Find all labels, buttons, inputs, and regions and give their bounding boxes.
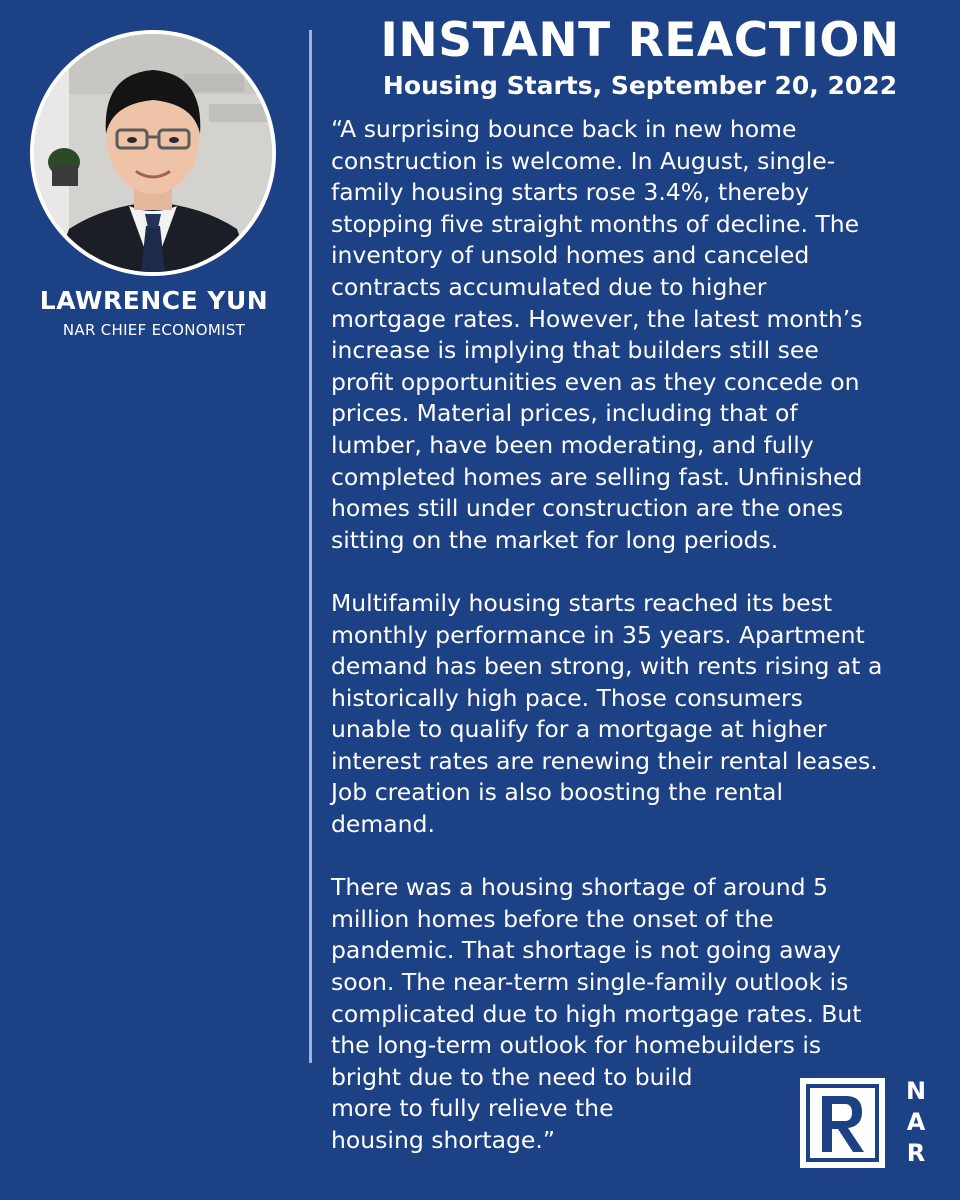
quote-line: completed homes are selling fast. Unfinished: [331, 462, 863, 491]
quote-line: homes still under construction are the ones: [331, 494, 844, 523]
page-title: INSTANT REACTION: [380, 13, 900, 68]
quote-line: Job creation is also boosting the rental: [331, 778, 783, 807]
quote-body: [331, 114, 956, 1157]
quote-paragraph: [331, 588, 956, 841]
quote-line: million homes before the onset of the: [331, 904, 774, 933]
quote-line: soon. The near-term single-family outlook is: [331, 968, 849, 997]
nar-letter: R: [906, 1139, 926, 1167]
quote-line: complicated due to high mortgage rates. But: [331, 999, 862, 1028]
speaker-title: NAR CHIEF ECONOMIST: [62, 321, 246, 339]
quote-line: family housing starts rose 3.4%, thereby: [331, 178, 809, 207]
quote-line: construction is welcome. In August, single-: [331, 146, 836, 175]
quote-line: Multifamily housing starts reached its best: [331, 588, 833, 617]
quote-line: bright due to the need to build: [331, 1062, 693, 1091]
quote-line: lumber, have been moderating, and fully: [331, 430, 814, 459]
quote-line: profit opportunities even as they concede on: [331, 367, 860, 396]
speaker-photo: [30, 30, 276, 276]
quote-line: contracts accumulated due to higher: [331, 272, 767, 301]
quote-line: stopping five straight months of decline. The: [331, 209, 860, 238]
page-subtitle: Housing Starts, September 20, 2022: [382, 71, 898, 100]
nar-letter: N: [905, 1077, 927, 1105]
quote-line: There was a housing shortage of around 5: [331, 873, 829, 902]
quote-line: demand has been strong, with rents rising at a: [331, 652, 883, 681]
speaker-panel: [0, 0, 305, 1200]
quote-line: sitting on the market for long periods.: [331, 525, 779, 554]
speaker-name: LAWRENCE YUN: [39, 286, 269, 315]
nar-letter: A: [906, 1108, 926, 1136]
quote-paragraph: [331, 114, 956, 556]
quote-line: unable to qualify for a mortgage at higher: [331, 715, 827, 744]
person-portrait-icon: [34, 34, 272, 272]
quote-line: pandemic. That shortage is not going away: [331, 936, 842, 965]
vertical-divider: [309, 30, 312, 1063]
nar-logo: [800, 1078, 885, 1168]
quote-line: “A surprising bounce back in new home: [331, 115, 797, 143]
quote-line: inventory of unsold homes and canceled: [331, 241, 810, 270]
nar-wordmark: [901, 1076, 931, 1169]
quote-line: increase is implying that builders still see: [331, 336, 819, 365]
quote-line: mortgage rates. However, the latest month’s: [331, 304, 863, 333]
nar-realtor-r-logo-icon: [800, 1078, 885, 1168]
quote-line: housing shortage.”: [331, 1126, 556, 1154]
quote-line: demand.: [331, 810, 435, 839]
quote-line: prices. Material prices, including that of: [331, 399, 798, 428]
quote-line: interest rates are renewing their rental leases.: [331, 746, 878, 775]
quote-line: the long-term outlook for homebuilders is: [331, 1031, 822, 1060]
quote-line: historically high pace. Those consumers: [331, 683, 803, 712]
quote-line: more to fully relieve the: [331, 1094, 614, 1123]
quote-line: monthly performance in 35 years. Apartment: [331, 620, 865, 649]
